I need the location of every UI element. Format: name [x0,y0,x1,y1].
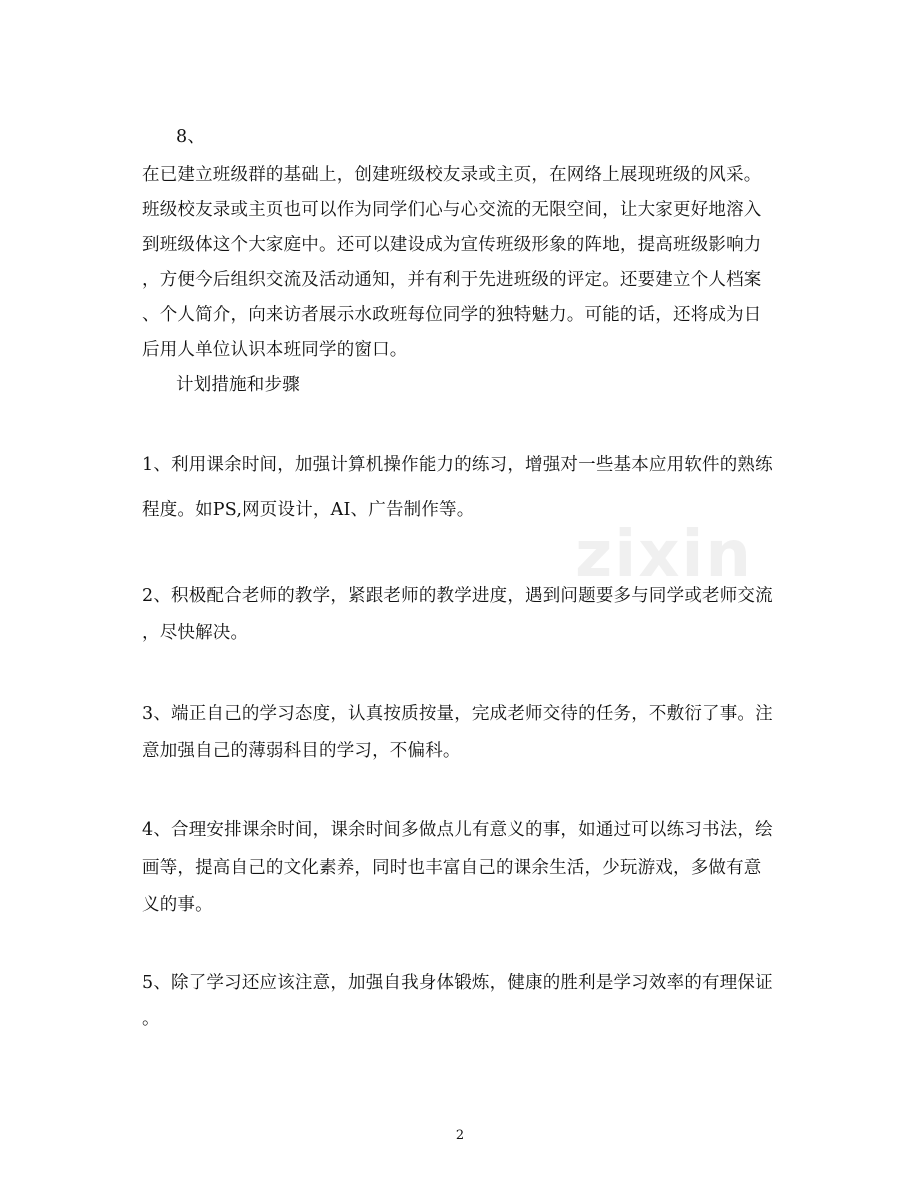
watermark: zixin [575,518,753,592]
list-item-line: 画等，提高自己的文化素养，同时也丰富自己的课余生活，少玩游戏，多做有意 [142,858,762,878]
list-item-line: 义的事。 [142,895,213,915]
page-number: 2 [455,1128,465,1143]
list-item-line: 意加强自己的薄弱科目的学习，不偏科。 [142,741,461,761]
list-item-line: 3、端正自己的学习态度，认真按质按量，完成老师交待的任务，不敷衍了事。注 [142,704,773,724]
paragraph-line: 在已建立班级群的基础上，创建班级校友录或主页，在网络上展现班级的风采。 [142,165,762,185]
list-item-line: 4、合理安排课余时间，课余时间多做点儿有意义的事，如通过可以练习书法，绘 [142,820,773,840]
paragraph-line: 班级校友录或主页也可以作为同学们心与心交流的无限空间，让大家更好地溶入 [142,200,762,220]
list-item-line: 2、积极配合老师的教学，紧跟老师的教学进度，遇到问题要多与同学或老师交流 [142,586,773,606]
list-item-line: 程度。如PS,网页设计，AI、广告制作等。 [142,500,475,520]
list-item-line: 1、利用课余时间，加强计算机操作能力的练习，增强对一些基本应用软件的熟练 [142,455,773,475]
list-item-line: 。 [142,1009,160,1029]
heading-number: 8、 [176,127,206,147]
list-item-line: ，尽快解决。 [142,623,249,643]
paragraph-line: 、个人简介，向来访者展示水政班每位同学的独特魅力。可能的话，还将成为日 [142,305,762,325]
section-heading: 计划措施和步骤 [176,375,300,395]
paragraph-line: 后用人单位认识本班同学的窗口。 [142,340,408,360]
list-item-line: 5、除了学习还应该注意，加强自我身体锻炼，健康的胜利是学习效率的有理保证 [142,973,773,993]
paragraph-line: ，方便今后组织交流及活动通知，并有利于先进班级的评定。还要建立个人档案 [142,270,762,290]
paragraph-line: 到班级体这个大家庭中。还可以建设成为宣传班级形象的阵地，提高班级影响力 [142,235,762,255]
